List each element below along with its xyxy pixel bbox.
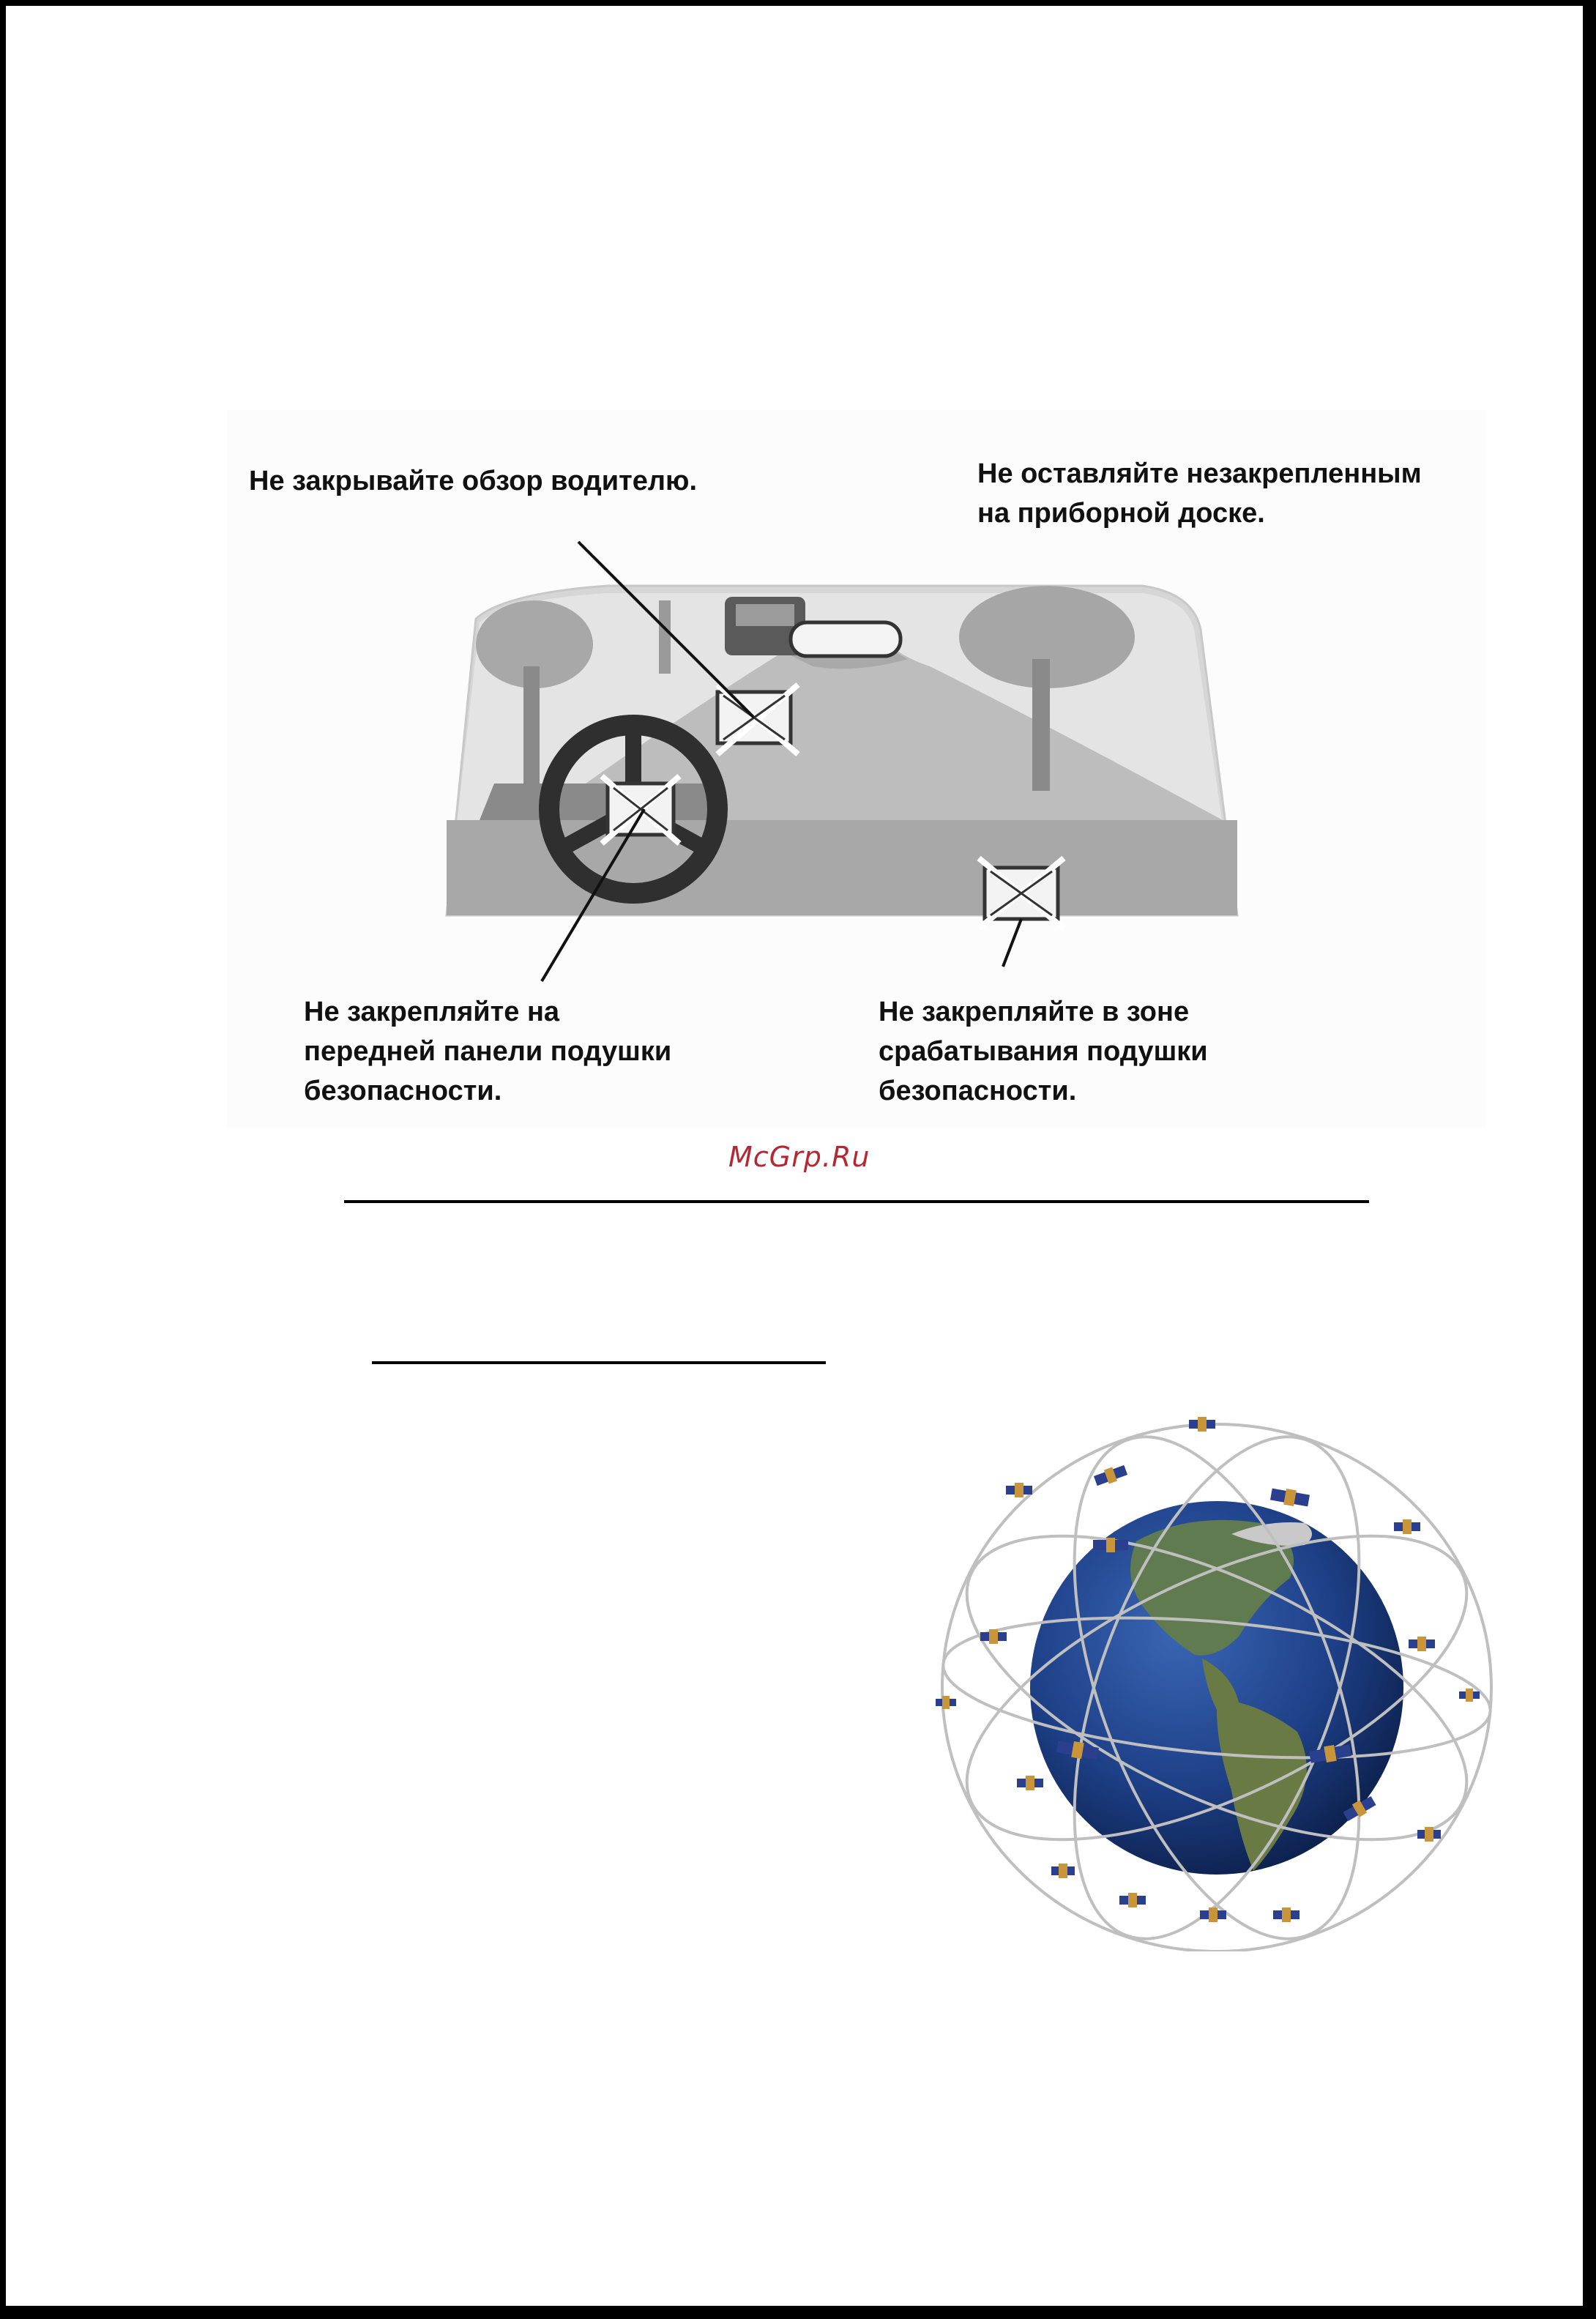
- section-divider: [344, 1200, 1369, 1203]
- caption-dont-mount-airbag-panel: Не закрепляйте на передней панели подушки безопасности.: [304, 997, 672, 1106]
- tree-left-trunk: [523, 666, 540, 791]
- instrument-hood: [480, 783, 725, 820]
- heading-underline: [372, 1361, 826, 1364]
- globe-svg: [924, 1395, 1495, 1951]
- tree-far-trunk: [659, 600, 671, 674]
- caption-dont-block-view: Не закрывайте обзор водителю.: [249, 466, 698, 496]
- leader-line-zone: [1003, 919, 1021, 967]
- caption-dont-mount-airbag-zone: Не закрепляйте в зоне срабатывания подушки безопасности.: [879, 997, 1208, 1106]
- caption-dont-leave-unfixed: Не оставляйте незакрепленным на приборной доске.: [977, 458, 1422, 529]
- tree-right-trunk: [1032, 659, 1050, 791]
- device-crossed-wheel: [602, 776, 679, 844]
- mounting-warning-figure: [227, 410, 1486, 1128]
- watermark: McGrp.Ru: [728, 1141, 870, 1173]
- device-crossed-dashboard: [979, 858, 1064, 928]
- gps-satellite-globe-image: [924, 1395, 1495, 1951]
- car-ahead-window: [736, 604, 794, 626]
- rear-view-mirror: [791, 622, 900, 656]
